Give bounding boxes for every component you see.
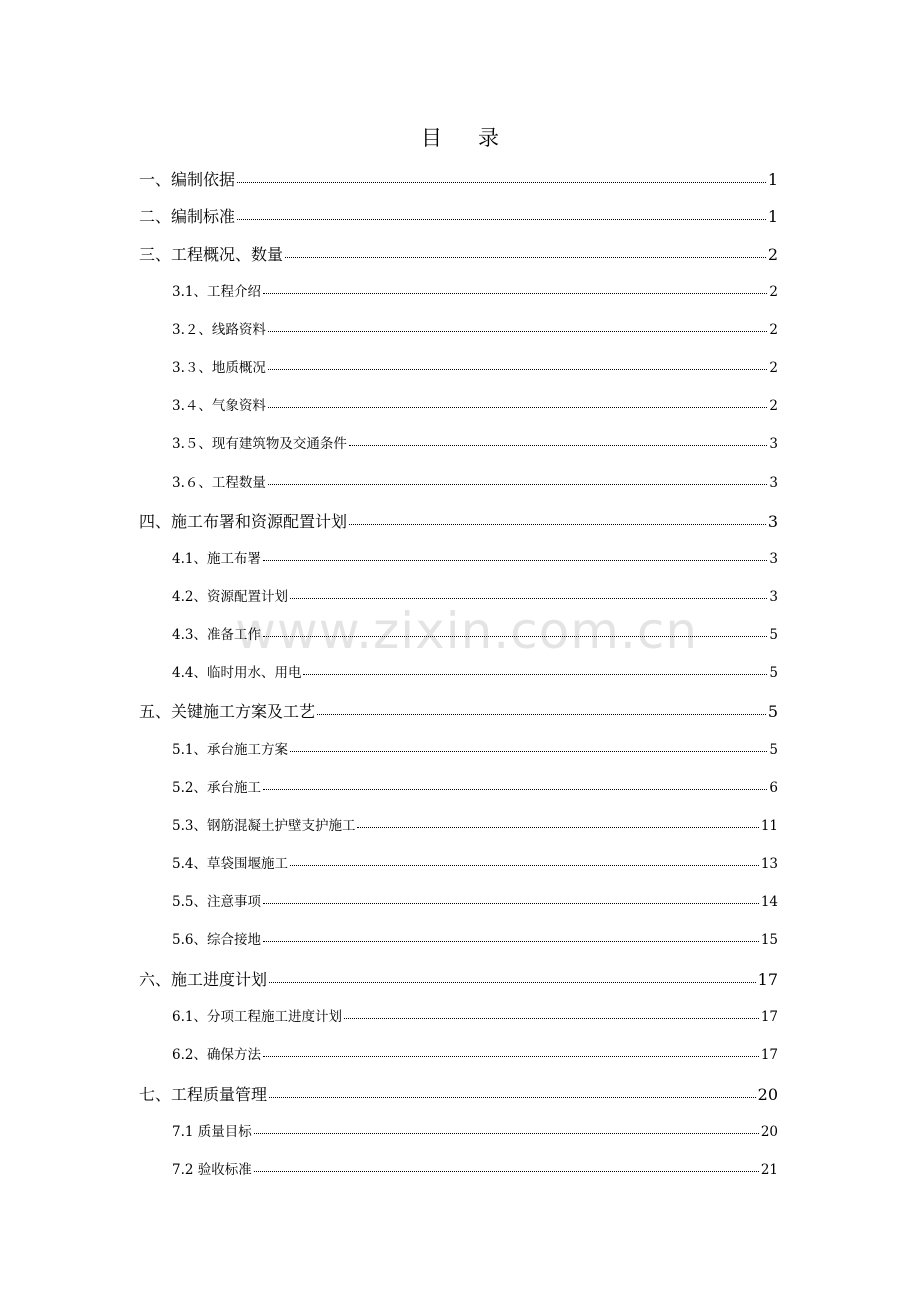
- dot-leader: [268, 484, 768, 485]
- toc-entry-section[interactable]: [172, 629, 778, 643]
- dot-leader: [303, 674, 767, 675]
- toc-entry-page-number: 3: [769, 551, 778, 567]
- toc-entry-label: 4.3、准备工作: [172, 627, 261, 643]
- dot-leader: [290, 751, 767, 752]
- dot-leader: [254, 1133, 759, 1134]
- toc-entry-label: 7.2 验收标准: [172, 1162, 252, 1178]
- toc-entry-page-number: 3: [769, 589, 778, 605]
- toc-entry-section[interactable]: [172, 591, 778, 605]
- toc-entry-page-number: 5: [769, 742, 778, 758]
- toc-entry-section[interactable]: [172, 438, 778, 452]
- watermark: www.zixin.com.cn: [235, 602, 699, 660]
- toc-entry-label: 三、工程概况、数量: [139, 245, 284, 264]
- toc-entry-section[interactable]: [172, 286, 778, 300]
- toc-entry-page-number: 14: [760, 894, 778, 910]
- dot-leader: [263, 636, 767, 637]
- dot-leader: [349, 524, 766, 525]
- toc-entry-label: 四、施工布署和资源配置计划: [139, 512, 348, 531]
- dot-leader: [263, 1056, 759, 1057]
- toc-entry-section[interactable]: [172, 553, 778, 567]
- toc-entry-label: 4.1、施工布署: [172, 551, 261, 567]
- toc-entry-label: 3.３、地质概况: [172, 360, 266, 376]
- toc-entry-page-number: 1: [767, 170, 778, 189]
- toc-entry-section[interactable]: [172, 820, 778, 834]
- toc-entry-page-number: 3: [767, 512, 778, 531]
- toc-entry-page-number: 13: [760, 856, 778, 872]
- toc-entry-page-number: 15: [760, 932, 778, 948]
- toc-entry-chapter[interactable]: [139, 704, 778, 720]
- toc-entry-page-number: 20: [757, 1085, 778, 1104]
- toc-entry-section[interactable]: [172, 896, 778, 910]
- toc-entry-label: 3.２、线路资料: [172, 322, 266, 338]
- toc-entry-page-number: 3: [769, 436, 778, 452]
- dot-leader: [263, 903, 759, 904]
- toc-entry-page-number: 2: [769, 360, 778, 376]
- dot-leader: [237, 219, 766, 220]
- dot-leader: [268, 331, 768, 332]
- toc-entry-page-number: 17: [760, 1047, 778, 1063]
- toc-entry-chapter[interactable]: [139, 247, 778, 263]
- toc-entry-label: 3.５、现有建筑物及交通条件: [172, 436, 347, 452]
- dot-leader: [268, 407, 768, 408]
- dot-leader: [263, 941, 759, 942]
- toc-entry-chapter[interactable]: [139, 972, 778, 988]
- toc-entry-page-number: 5: [769, 627, 778, 643]
- toc-entry-section[interactable]: [172, 1011, 778, 1025]
- toc-entry-label: 5.2、承台施工: [172, 780, 261, 796]
- toc-entry-page-number: 17: [760, 1009, 778, 1025]
- toc-entry-label: 七、工程质量管理: [139, 1085, 268, 1104]
- toc-entry-label: 3.６、工程数量: [172, 475, 266, 491]
- dot-leader: [268, 369, 768, 370]
- toc-entry-page-number: 11: [760, 818, 778, 834]
- toc-entry-page-number: 2: [767, 245, 778, 264]
- toc-entry-label: 3.４、气象资料: [172, 398, 266, 414]
- toc-entry-page-number: 1: [767, 207, 778, 226]
- dot-leader: [290, 598, 767, 599]
- toc-entry-page-number: 2: [769, 398, 778, 414]
- dot-leader: [263, 560, 767, 561]
- toc-entry-page-number: 5: [767, 702, 778, 721]
- toc-entry-chapter[interactable]: [139, 172, 778, 188]
- toc-entry-label: 五、关键施工方案及工艺: [139, 702, 316, 721]
- toc-entry-section[interactable]: [172, 1126, 778, 1140]
- toc-entry-page-number: 17: [757, 970, 778, 989]
- toc-entry-chapter[interactable]: [139, 514, 778, 530]
- toc-entry-section[interactable]: [172, 934, 778, 948]
- title-char-right: 录: [478, 126, 499, 150]
- dot-leader: [263, 293, 767, 294]
- toc-entry-page-number: 6: [769, 780, 778, 796]
- dot-leader: [349, 445, 768, 446]
- toc-entry-page-number: 3: [769, 475, 778, 491]
- toc-entry-page-number: 5: [769, 665, 778, 681]
- dot-leader: [290, 865, 759, 866]
- toc-entry-label: 4.2、资源配置计划: [172, 589, 288, 605]
- dot-leader: [269, 1097, 756, 1098]
- toc-entry-label: 3.1、工程介绍: [172, 284, 261, 300]
- toc-entry-label: 5.3、钢筋混凝土护壁支护施工: [172, 818, 356, 834]
- dot-leader: [269, 982, 756, 983]
- toc-entry-label: 5.1、承台施工方案: [172, 742, 288, 758]
- toc-entry-label: 6.1、分项工程施工进度计划: [172, 1009, 342, 1025]
- toc-entry-section[interactable]: [172, 858, 778, 872]
- toc-entry-section[interactable]: [172, 744, 778, 758]
- toc-entry-section[interactable]: [172, 324, 778, 338]
- toc-entry-label: 二、编制标准: [139, 207, 236, 226]
- toc-entry-page-number: 2: [769, 284, 778, 300]
- toc-entry-chapter[interactable]: [139, 1087, 778, 1103]
- dot-leader: [344, 1018, 759, 1019]
- dot-leader: [317, 714, 766, 715]
- toc-entry-section[interactable]: [172, 477, 778, 491]
- toc-entry-label: 一、编制依据: [139, 170, 236, 189]
- toc-entry-section[interactable]: [172, 1164, 778, 1178]
- toc-entry-page-number: 20: [760, 1124, 778, 1140]
- toc-entry-label: 5.5、注意事项: [172, 894, 261, 910]
- toc-entry-label: 7.1 质量目标: [172, 1124, 252, 1140]
- toc-entry-label: 6.2、确保方法: [172, 1047, 261, 1063]
- toc-entry-label: 4.4、临时用水、用电: [172, 665, 302, 681]
- toc-entry-label: 5.6、综合接地: [172, 932, 261, 948]
- toc-entry-section[interactable]: [172, 362, 778, 376]
- dot-leader: [357, 827, 758, 828]
- toc-entry-page-number: 2: [769, 322, 778, 338]
- dot-leader: [237, 182, 766, 183]
- toc-entry-page-number: 21: [760, 1162, 778, 1178]
- toc-entry-section[interactable]: [172, 667, 778, 681]
- toc-entry-label: 六、施工进度计划: [139, 970, 268, 989]
- toc-entry-section[interactable]: [172, 1049, 778, 1063]
- toc-entry-chapter[interactable]: [139, 209, 778, 225]
- dot-leader: [254, 1171, 759, 1172]
- toc-entry-label: 5.4、草袋围堰施工: [172, 856, 288, 872]
- dot-leader: [285, 257, 766, 258]
- dot-leader: [263, 789, 767, 790]
- title-char-left: 目: [421, 126, 442, 150]
- toc-entry-section[interactable]: [172, 400, 778, 414]
- toc-entry-section[interactable]: [172, 782, 778, 796]
